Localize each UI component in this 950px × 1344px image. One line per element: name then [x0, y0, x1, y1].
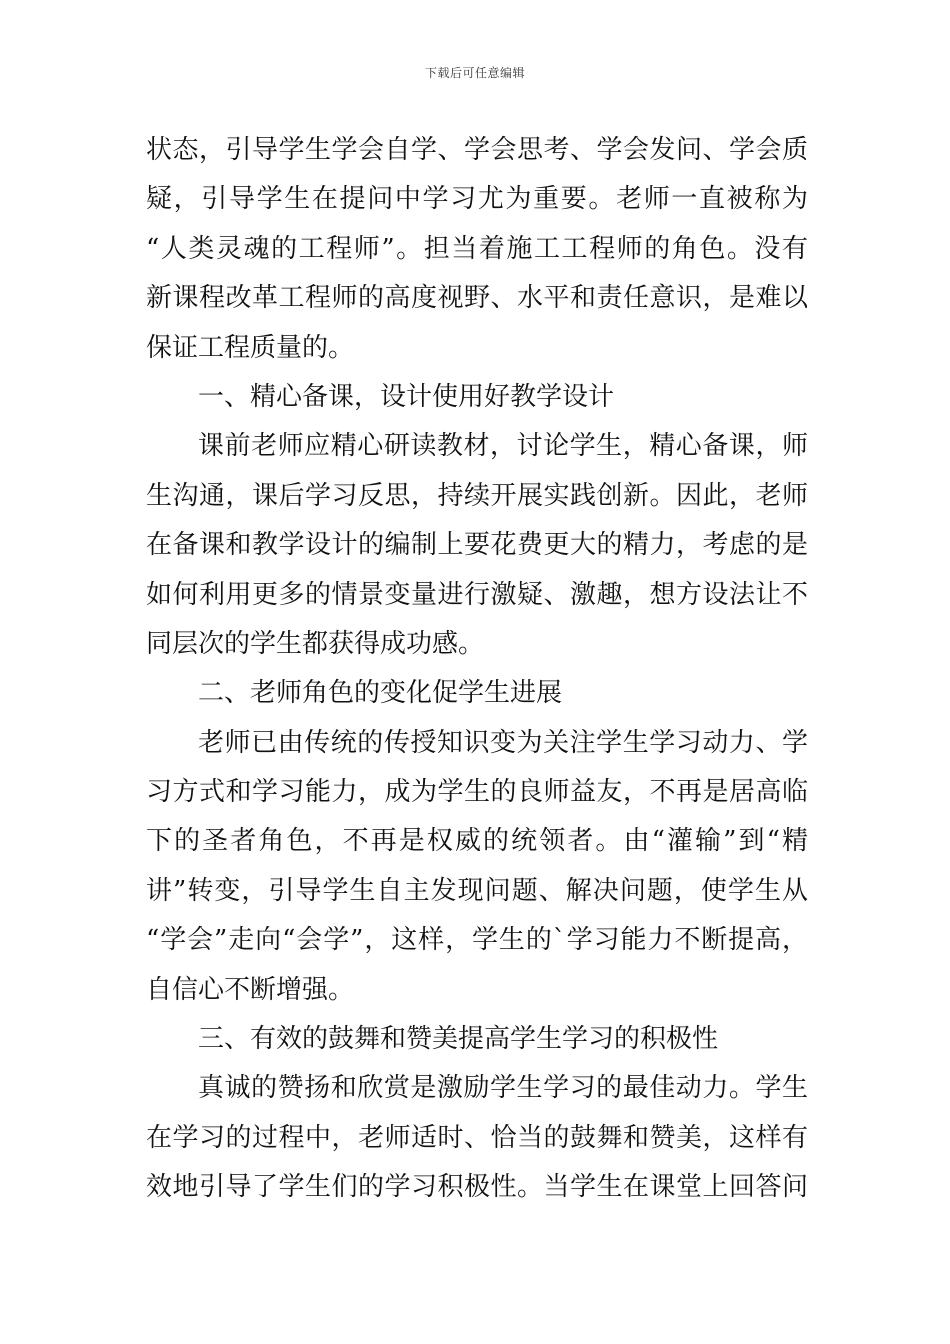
text-line: 如何利用更多的情景变量进行激疑、激趣，想方设法让不: [146, 579, 808, 610]
text-line: 下的圣者角色，不再是权威的统领者。由“灌输”到“精: [146, 826, 808, 857]
text-line: 生沟通，课后学习反思，持续开展实践创新。因此，老师: [146, 480, 808, 511]
document-body: [146, 126, 808, 1213]
text-line: 效地引导了学生们的学习积极性。当学生在课堂上回答问: [146, 1172, 808, 1203]
text-line: 状态，引导学生学会自学、学会思考、学会发问、学会质: [146, 135, 808, 165]
text-line: 老师已由传统的传授知识变为关注学生学习动力、学: [198, 727, 808, 758]
text-line: “人类灵魂的工程师”。担当着施工工程师的角色。没有: [146, 233, 808, 264]
text-line: 同层次的学生都获得成功感。: [146, 628, 485, 659]
text-line: 保证工程质量的。: [146, 332, 355, 363]
text-line: 课前老师应精心研读教材，讨论学生，精心备课，师: [198, 431, 808, 462]
text-line: 疑，引导学生在提问中学习尤为重要。老师一直被称为: [146, 184, 808, 215]
text-line: 习方式和学习能力，成为学生的良师益友，不再是居高临: [146, 777, 808, 808]
section-heading: 二、老师角色的变化促学生进展: [198, 678, 563, 709]
text-line: 在学习的过程中，老师适时、恰当的鼓舞和赞美，这样有: [146, 1122, 808, 1153]
section-heading: 一、精心备课，设计使用好教学设计: [198, 381, 615, 412]
text-line: 真诚的赞扬和欣赏是激励学生学习的最佳动力。学生: [198, 1073, 808, 1104]
section-heading: 三、有效的鼓舞和赞美提高学生学习的积极性: [198, 1024, 719, 1055]
text-line: 讲”转变，引导学生自主发现问题、解决问题，使学生从: [146, 875, 808, 906]
text-line: “学会”走向“会学”，这样，学生的`学习能力不断提高，: [146, 925, 808, 956]
text-line: 在备课和教学设计的编制上要花费更大的精力，考虑的是: [146, 530, 808, 561]
text-line: 自信心不断增强。: [146, 974, 355, 1005]
page-header: 下载后可任意编辑: [424, 66, 525, 80]
text-line: 新课程改革工程师的高度视野、水平和责任意识，是难以: [146, 283, 808, 314]
